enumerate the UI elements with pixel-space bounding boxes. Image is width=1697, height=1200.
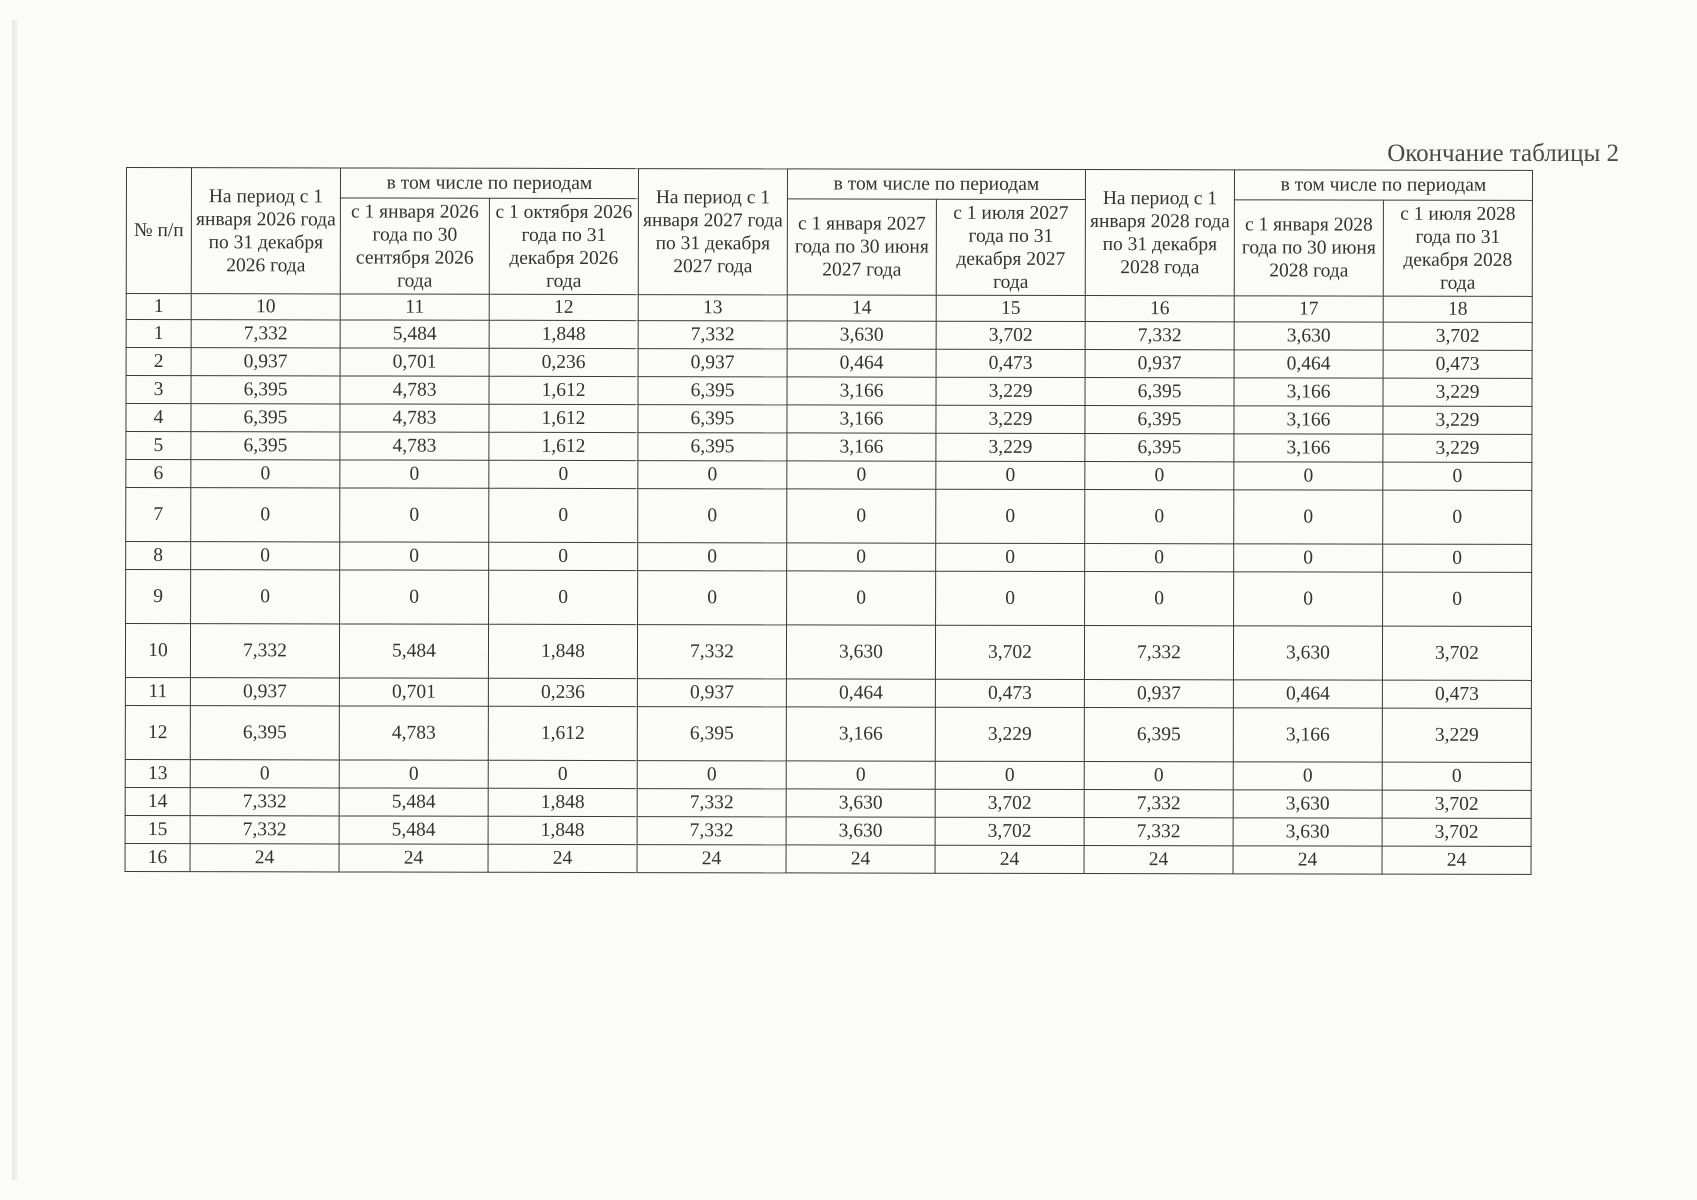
row-number-cell: 11 xyxy=(125,677,190,705)
header-period-2028: На период с 1 января 2028 года по 31 декабря 2028 года xyxy=(1085,170,1234,296)
value-cell: 7,332 xyxy=(637,817,786,845)
column-number: 18 xyxy=(1383,296,1532,322)
value-cell: 0 xyxy=(489,570,638,624)
value-cell: 0,473 xyxy=(936,349,1085,377)
row-number-cell: 13 xyxy=(125,759,190,787)
value-cell: 0 xyxy=(1085,490,1234,544)
value-cell: 0,937 xyxy=(190,678,339,706)
value-cell: 1,612 xyxy=(489,404,638,432)
row-number-cell: 14 xyxy=(125,787,190,815)
table-row xyxy=(126,404,1532,435)
value-cell: 0 xyxy=(1085,462,1234,490)
table-row xyxy=(126,570,1532,627)
row-number-cell: 1 xyxy=(126,320,191,348)
value-cell: 7,332 xyxy=(638,321,787,349)
value-cell: 7,332 xyxy=(1084,626,1233,680)
scan-edge-shadow xyxy=(12,20,18,1180)
value-cell: 0,701 xyxy=(339,678,488,706)
value-cell: 24 xyxy=(935,845,1084,873)
value-cell: 3,702 xyxy=(1382,818,1531,846)
table-row xyxy=(126,376,1532,407)
value-cell: 24 xyxy=(339,844,488,872)
value-cell: 0 xyxy=(1085,544,1234,572)
table-row xyxy=(125,705,1531,762)
value-cell: 0 xyxy=(489,460,638,488)
value-cell: 24 xyxy=(1233,846,1382,874)
value-cell: 1,848 xyxy=(488,624,637,678)
value-cell: 0,473 xyxy=(1382,680,1531,708)
value-cell: 0 xyxy=(936,571,1085,625)
value-cell: 0,236 xyxy=(488,678,637,706)
value-cell: 3,630 xyxy=(786,817,935,845)
value-cell: 24 xyxy=(637,845,786,873)
header-sub-2026-a: с 1 января 2026 года по 30 сентября 2026 года xyxy=(340,198,489,294)
value-cell: 0 xyxy=(787,461,936,489)
value-cell: 0 xyxy=(1383,572,1532,626)
value-cell: 0 xyxy=(1234,572,1383,626)
row-number-cell: 12 xyxy=(125,705,190,759)
value-cell: 1,612 xyxy=(488,706,637,760)
row-number-cell: 7 xyxy=(126,488,191,542)
value-cell: 0 xyxy=(340,460,489,488)
value-cell: 5,484 xyxy=(339,624,488,678)
row-number-cell: 3 xyxy=(126,376,191,404)
value-cell: 0,937 xyxy=(1084,680,1233,708)
value-cell: 0,937 xyxy=(637,679,786,707)
value-cell: 6,395 xyxy=(637,707,786,761)
value-cell: 0 xyxy=(1383,490,1532,544)
header-row-number: № п/п xyxy=(126,168,191,294)
value-cell: 0 xyxy=(787,543,936,571)
value-cell: 0 xyxy=(488,760,637,788)
table-row xyxy=(126,460,1532,491)
value-cell: 0,937 xyxy=(638,349,787,377)
value-cell: 3,229 xyxy=(1383,378,1532,406)
column-number: 16 xyxy=(1085,296,1234,322)
value-cell: 3,166 xyxy=(1234,434,1383,462)
value-cell: 3,702 xyxy=(1382,790,1531,818)
value-cell: 3,229 xyxy=(1382,708,1531,762)
value-cell: 3,229 xyxy=(935,707,1084,761)
value-cell: 0 xyxy=(1383,462,1532,490)
value-cell: 0 xyxy=(191,460,340,488)
row-number-cell: 5 xyxy=(126,432,191,460)
value-cell: 7,332 xyxy=(637,625,786,679)
value-cell: 6,395 xyxy=(191,376,340,404)
column-number: 13 xyxy=(638,295,787,321)
header-including-2027: в том числе по периодам xyxy=(787,169,1085,200)
value-cell: 3,229 xyxy=(1383,406,1532,434)
value-cell: 4,783 xyxy=(340,404,489,432)
value-cell: 6,395 xyxy=(190,706,339,760)
value-cell: 0 xyxy=(936,461,1085,489)
header-period-2027: На период с 1 января 2027 года по 31 декабря 2027 года xyxy=(638,169,787,295)
data-table xyxy=(125,167,1533,875)
value-cell: 3,702 xyxy=(935,817,1084,845)
row-number-cell: 4 xyxy=(126,404,191,432)
value-cell: 0 xyxy=(786,761,935,789)
value-cell: 0 xyxy=(936,543,1085,571)
value-cell: 0 xyxy=(1234,544,1383,572)
value-cell: 3,630 xyxy=(786,789,935,817)
value-cell: 3,166 xyxy=(1234,406,1383,434)
value-cell: 3,166 xyxy=(1234,378,1383,406)
value-cell: 1,848 xyxy=(489,320,638,348)
value-cell: 3,630 xyxy=(787,321,936,349)
value-cell: 0,464 xyxy=(1234,350,1383,378)
table-row xyxy=(126,320,1532,351)
table-row xyxy=(125,843,1531,874)
value-cell: 6,395 xyxy=(638,377,787,405)
table-caption: Окончание таблицы 2 xyxy=(1387,140,1619,167)
value-cell: 3,630 xyxy=(1233,818,1382,846)
value-cell: 0,464 xyxy=(786,679,935,707)
value-cell: 3,166 xyxy=(787,377,936,405)
header-sub-2028-b: с 1 июля 2028 года по 31 декабря 2028 года xyxy=(1383,200,1532,296)
value-cell: 0 xyxy=(1382,762,1531,790)
value-cell: 3,166 xyxy=(1233,708,1382,762)
value-cell: 3,702 xyxy=(936,321,1085,349)
value-cell: 0,473 xyxy=(1383,350,1532,378)
value-cell: 4,783 xyxy=(340,432,489,460)
value-cell: 3,630 xyxy=(786,625,935,679)
row-number-cell: 9 xyxy=(126,570,191,624)
value-cell: 0 xyxy=(1233,762,1382,790)
value-cell: 6,395 xyxy=(638,405,787,433)
value-cell: 0,236 xyxy=(489,348,638,376)
table-row xyxy=(126,488,1532,545)
value-cell: 3,702 xyxy=(1383,322,1532,350)
value-cell: 7,332 xyxy=(190,816,339,844)
column-number-row xyxy=(126,294,1532,323)
header-sub-2027-b: с 1 июля 2027 года по 31 декабря 2027 года xyxy=(936,199,1085,295)
value-cell: 0 xyxy=(190,760,339,788)
value-cell: 7,332 xyxy=(1084,790,1233,818)
value-cell: 0 xyxy=(936,489,1085,543)
value-cell: 3,630 xyxy=(1233,626,1382,680)
column-number: 12 xyxy=(489,294,638,320)
value-cell: 0 xyxy=(1085,572,1234,626)
value-cell: 3,229 xyxy=(1383,434,1532,462)
row-number-cell: 10 xyxy=(125,624,190,678)
value-cell: 0 xyxy=(489,488,638,542)
value-cell: 7,332 xyxy=(637,789,786,817)
value-cell: 3,702 xyxy=(1382,626,1531,680)
value-cell: 7,332 xyxy=(1084,818,1233,846)
value-cell: 0 xyxy=(339,760,488,788)
value-cell: 1,612 xyxy=(489,432,638,460)
value-cell: 24 xyxy=(1382,846,1531,874)
table-row xyxy=(126,432,1532,463)
value-cell: 4,783 xyxy=(340,376,489,404)
value-cell: 3,630 xyxy=(1233,790,1382,818)
value-cell: 6,395 xyxy=(191,432,340,460)
value-cell: 24 xyxy=(1084,846,1233,874)
value-cell: 1,848 xyxy=(488,788,637,816)
value-cell: 6,395 xyxy=(191,404,340,432)
value-cell: 0,473 xyxy=(935,679,1084,707)
value-cell: 3,166 xyxy=(787,433,936,461)
value-cell: 7,332 xyxy=(1085,322,1234,350)
row-number-cell: 8 xyxy=(126,542,191,570)
value-cell: 0 xyxy=(638,571,787,625)
column-number: 10 xyxy=(191,294,340,320)
table-row xyxy=(125,677,1531,708)
table-row xyxy=(126,542,1532,573)
value-cell: 0 xyxy=(1084,762,1233,790)
value-cell: 0 xyxy=(1234,490,1383,544)
value-cell: 7,332 xyxy=(191,320,340,348)
value-cell: 0 xyxy=(787,571,936,625)
column-number: 17 xyxy=(1234,296,1383,322)
value-cell: 6,395 xyxy=(1085,378,1234,406)
header-including-2026: в том числе по периодам xyxy=(340,168,638,199)
value-cell: 0 xyxy=(191,542,340,570)
value-cell: 0 xyxy=(489,542,638,570)
value-cell: 0 xyxy=(340,488,489,542)
row-number-cell: 6 xyxy=(126,460,191,488)
value-cell: 6,395 xyxy=(1085,434,1234,462)
value-cell: 6,395 xyxy=(1084,708,1233,762)
column-number: 15 xyxy=(936,295,1085,321)
table-row xyxy=(125,815,1531,846)
value-cell: 0 xyxy=(637,761,786,789)
row-number-cell: 16 xyxy=(125,843,190,871)
table-row xyxy=(125,624,1531,681)
value-cell: 0 xyxy=(787,489,936,543)
value-cell: 3,229 xyxy=(936,377,1085,405)
value-cell: 24 xyxy=(488,844,637,872)
value-cell: 0 xyxy=(1383,544,1532,572)
row-number-cell: 15 xyxy=(125,815,190,843)
value-cell: 6,395 xyxy=(1085,406,1234,434)
table-row xyxy=(125,759,1531,790)
value-cell: 1,612 xyxy=(489,376,638,404)
value-cell: 0 xyxy=(340,542,489,570)
value-cell: 5,484 xyxy=(339,816,488,844)
value-cell: 3,229 xyxy=(936,405,1085,433)
value-cell: 3,229 xyxy=(936,433,1085,461)
header-sub-2026-b: с 1 октября 2026 года по 31 декабря 2026 года xyxy=(489,198,638,294)
column-number: 1 xyxy=(126,294,191,320)
value-cell: 0 xyxy=(191,570,340,624)
value-cell: 0,701 xyxy=(340,348,489,376)
table-row xyxy=(126,348,1532,379)
column-number: 11 xyxy=(340,294,489,320)
value-cell: 5,484 xyxy=(340,320,489,348)
header-including-2028: в том числе по периодам xyxy=(1234,170,1532,201)
value-cell: 0 xyxy=(340,570,489,624)
value-cell: 0,937 xyxy=(1085,350,1234,378)
value-cell: 5,484 xyxy=(339,788,488,816)
value-cell: 0,464 xyxy=(1233,680,1382,708)
value-cell: 0 xyxy=(638,543,787,571)
value-cell: 24 xyxy=(786,845,935,873)
value-cell: 3,166 xyxy=(787,405,936,433)
value-cell: 3,702 xyxy=(935,789,1084,817)
row-number-cell: 2 xyxy=(126,348,191,376)
value-cell: 3,702 xyxy=(935,625,1084,679)
value-cell: 7,332 xyxy=(190,624,339,678)
value-cell: 0 xyxy=(1234,462,1383,490)
value-cell: 0 xyxy=(935,761,1084,789)
value-cell: 0 xyxy=(638,461,787,489)
column-number: 14 xyxy=(787,295,936,321)
value-cell: 0,937 xyxy=(191,348,340,376)
value-cell: 1,848 xyxy=(488,816,637,844)
value-cell: 0,464 xyxy=(787,349,936,377)
value-cell: 6,395 xyxy=(638,433,787,461)
value-cell: 0 xyxy=(191,488,340,542)
value-cell: 7,332 xyxy=(190,788,339,816)
value-cell: 3,630 xyxy=(1234,322,1383,350)
table-row xyxy=(125,787,1531,818)
value-cell: 0 xyxy=(638,489,787,543)
value-cell: 4,783 xyxy=(339,706,488,760)
value-cell: 3,166 xyxy=(786,707,935,761)
header-period-2026: На период с 1 января 2026 года по 31 декабря 2026 года xyxy=(191,168,340,294)
header-sub-2027-a: с 1 января 2027 года по 30 июня 2027 года xyxy=(787,199,936,295)
value-cell: 24 xyxy=(190,844,339,872)
header-sub-2028-a: с 1 января 2028 года по 30 июня 2028 года xyxy=(1234,200,1383,296)
